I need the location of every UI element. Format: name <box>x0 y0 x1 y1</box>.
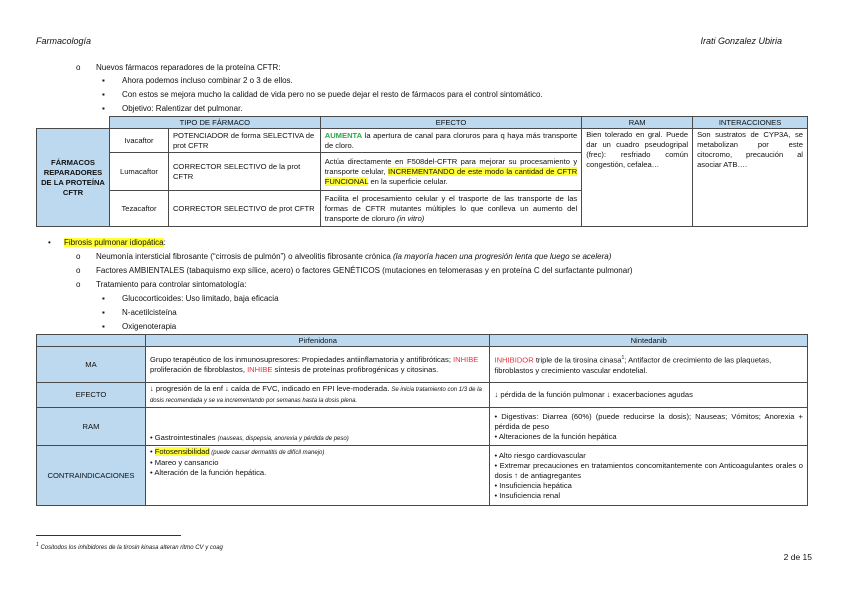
list-item: • Fotosensibilidad (puede causar dermatitis de difícil manejo) <box>149 447 325 456</box>
nintedanib-ma: INHIBIDOR triple de la tirosina cinasa$^1$; Antifactor de crecimiento de las plaquetas, fibroblastos y crecimiento vascular endotelial. <box>490 347 808 383</box>
interacciones-cell: Son sustratos de CYP3A, se metabolizan por este citocromo, precaución al asociar ATB…. <box>693 129 808 227</box>
col-header-interacciones: INTERACCIONES <box>693 117 808 129</box>
fibrosis-item: o Neumonía intersticial fibrosante (“cirrosis de pulmón”) o alveolitis fibrosante crónica (la mayoría hacen una progresión lenta que luego se acelera) <box>76 252 612 261</box>
intro-bullet: ▪ Con estos se mejora mucho la calidad de vida pero no se puede dejar el resto de fármacos para el control sintomático. <box>102 90 543 99</box>
col-header-nintedanib: Nintedanib <box>490 335 808 347</box>
row-label-ma: MA <box>37 347 146 383</box>
fibrosis-subitem: ▪ Oxigenoterapia <box>102 322 177 331</box>
table-row <box>37 383 808 408</box>
empty-header <box>37 335 146 347</box>
fibrosis-item: o Tratamiento para controlar sintomatología: <box>76 280 247 289</box>
circle-bullet-icon: o <box>76 252 81 261</box>
list-item: • Alto riesgo cardiovascular <box>494 450 586 460</box>
list-item: • Digestivas: Diarrea (60%) (puede reducirse la dosis); Nauseas; Vómitos; Anorexia + pérdida de peso <box>494 411 803 431</box>
round-bullet-icon: • <box>48 238 51 247</box>
pirfenidona-ram: • Gastrointestinales (nauseas, dispepsia, anorexia y pérdida de peso) <box>145 408 489 446</box>
col-header-ram: RAM <box>582 117 693 129</box>
nintedanib-contra <box>490 446 808 506</box>
list-item: • Alteración de la función hepática. <box>149 468 267 477</box>
footnote-divider <box>36 535 181 536</box>
drug-effect: Actúa directamente en F508del-CFTR para mejorar su procesamiento y transporte celular, INCREMENTANDO de este modo la cantidad de CFTR FUNCIONAL en la superficie celular. <box>320 153 582 191</box>
intro-title: o Nuevos fármacos reparadores de la proteína CFTR: <box>76 63 281 72</box>
ram-cell: Bien tolerado en gral. Puede dar un cuadro pseudogripal (frec): resfriado común congestión, cefalea… <box>582 129 693 227</box>
circle-bullet-icon: o <box>76 280 81 289</box>
nintedanib-efecto: ↓ pérdida de la función pulmonar ↓ exacerbaciones agudas <box>490 383 808 408</box>
col-header-tipo: TIPO DE FÁRMACO <box>109 117 320 129</box>
square-bullet-icon: ▪ <box>102 104 105 113</box>
table-row <box>37 129 808 153</box>
drug-type: POTENCIADOR de forma SELECTIVA de prot CFTR <box>168 129 320 153</box>
fibrosis-subitem: ▪ Glucocorticoides: Uso limitado, baja eficacia <box>102 294 279 303</box>
list-item: • Insuficiencia hepática <box>494 480 572 490</box>
row-label-efecto: EFECTO <box>37 383 146 408</box>
col-header-pirfenidona: Pirfenidona <box>145 335 489 347</box>
row-label-ram: RAM <box>37 408 146 446</box>
fibrosis-title: • Fibrosis pulmonar idiopática: <box>48 238 166 247</box>
drug-name: Ivacaftor <box>109 129 168 153</box>
table-row <box>37 408 808 446</box>
intro-bullet: ▪ Ahora podemos incluso combinar 2 o 3 de ellos. <box>102 76 293 85</box>
square-bullet-icon: ▪ <box>102 308 105 317</box>
table-row <box>37 446 808 506</box>
fibrosis-item: o Factores AMBIENTALES (tabaquismo exp sílice, acero) o factores GENÉTICOS (mutaciones en telomerasas y en proteína C del surfactante pulmonar) <box>76 266 633 275</box>
square-bullet-icon: ▪ <box>102 90 105 99</box>
drug-name: Tezacaftor <box>109 191 168 227</box>
drug-type: CORRECTOR SELECTIVO de la prot CFTR <box>168 153 320 191</box>
header-subject: Farmacología <box>36 36 92 46</box>
fibrosis-drugs-table <box>36 334 808 506</box>
footnote: $^1$ Cositodos los inhibidores de la tirosin kinasa alteran ritmo CV y coag <box>36 542 223 551</box>
list-item: • Insuficiencia renal <box>494 490 561 500</box>
circle-bullet-icon: o <box>76 63 81 72</box>
drug-effect: Facilita el procesamiento celular y el trasporte de las transporte de las formas de CFTR mutantes múltiples lo que conlleva un aumento del transporte de cloruro (in vitro) <box>320 191 582 227</box>
header-author: Irati Gonzalez Ubiria <box>700 36 782 46</box>
pirfenidona-ma: Grupo terapéutico de los inmunosupresores: Propiedades antiinflamatoria y antifibróticas; INHIBE proliferación de fibroblastos, INHIBE síntesis de proteínas profibrogénicas y citosinas. <box>145 347 489 383</box>
page-number: 2 de 15 <box>783 552 812 562</box>
square-bullet-icon: ▪ <box>102 322 105 331</box>
footnote-ref: 1 <box>621 355 625 362</box>
drug-name: Lumacaftor <box>109 153 168 191</box>
drug-type: CORRECTOR SELECTIVO de prot CFTR <box>168 191 320 227</box>
table-header-row <box>37 335 808 347</box>
pirfenidona-efecto: ↓ progresión de la enf ↓ caída de FVC, indicado en FPI leve-moderada. Se inicia tratamiento con 1/3 de la dosis recomendada y se va incrementando por semanas hasta la dosis plena. <box>145 383 489 408</box>
table-header-row <box>37 117 808 129</box>
col-header-efecto: EFECTO <box>320 117 582 129</box>
circle-bullet-icon: o <box>76 266 81 275</box>
drug-effect: AUMENTA la apertura de canal para cloruros para q haya más transporte de cloro. <box>320 129 582 153</box>
empty-corner <box>37 117 110 129</box>
list-item: • Alteraciones de la función hepática <box>494 431 617 441</box>
nintedanib-ram <box>490 408 808 446</box>
list-item: • Extremar precauciones en tratamientos concomitantemente con Anticoagulantes orales o dosis ↑ de antiagregantes <box>494 460 803 480</box>
row-label-contraindicaciones: CONTRAINDICACIONES <box>37 446 146 506</box>
pirfenidona-contra <box>145 446 489 506</box>
fibrosis-subitem: ▪ N-acetilcisteína <box>102 308 177 317</box>
cftr-drugs-table <box>36 116 808 227</box>
row-group-label: FÁRMACOS REPARADORES DE LA PROTEÍNA CFTR <box>37 129 110 227</box>
list-item: • Mareo y cansancio <box>149 458 219 467</box>
table-row <box>37 347 808 383</box>
intro-bullet: ▪ Objetivo: Ralentizar det pulmonar. <box>102 104 243 113</box>
square-bullet-icon: ▪ <box>102 76 105 85</box>
square-bullet-icon: ▪ <box>102 294 105 303</box>
